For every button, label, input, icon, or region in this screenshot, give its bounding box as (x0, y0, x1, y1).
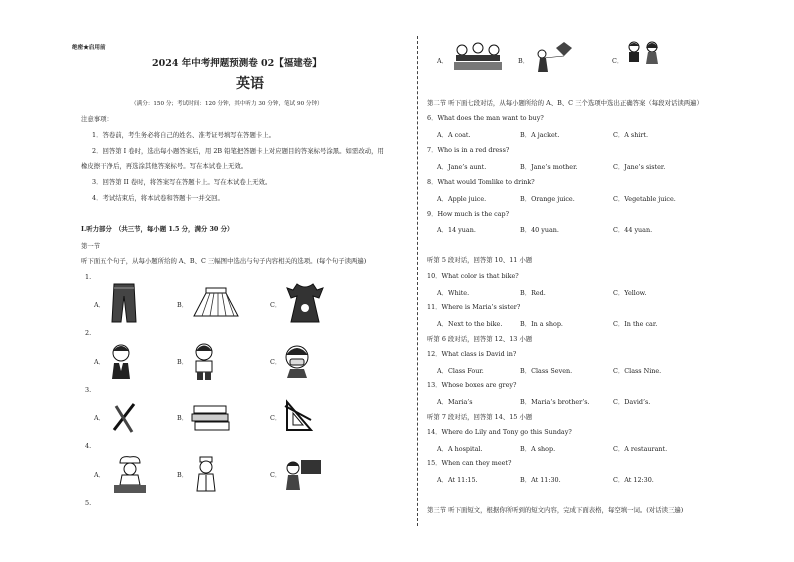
family-picnic-icon (452, 42, 504, 72)
option-b-label: B． (177, 301, 189, 309)
q11-option-b: B．In a shop. (520, 320, 563, 328)
question-number: 1. (85, 273, 92, 281)
q6-option-c: C．A shirt. (613, 131, 649, 139)
note-1: 1．答卷前，考生务必将自己的姓名、准考证号填写在答题卡上。 (92, 131, 276, 139)
section2-instruction: 第二节 听下面七段对话，从每小题所给的 A、B、C 三个选项中选出正确答案（每段对话读两遍） (427, 99, 703, 107)
q6-option-b: B．A jacket. (520, 131, 560, 139)
option-b-label: B． (177, 414, 189, 422)
section1-instruction: 听下面五个句子，从每小题所给的 A、B、C 三幅图中选出与句子内容相关的选项。(每个句子读两遍) (81, 257, 367, 265)
subject-title: 英语 (236, 76, 264, 92)
q12-option-a: A．Class Four. (437, 367, 484, 375)
option-c-label: C． (270, 471, 282, 479)
man-with-mask-icon (283, 344, 311, 378)
books-icon (190, 404, 232, 432)
q11-option-a: A．Next to the bike. (437, 320, 503, 328)
question-number: 2. (85, 329, 92, 337)
exam-info: （满分：150 分；考试时间：120 分钟，其中听力 30 分钟，笔试 90 分钟） (131, 101, 323, 107)
q9-option-a: A．14 yuan. (437, 226, 476, 234)
option-c-label: C． (270, 358, 282, 366)
option-b-label: B． (177, 358, 189, 366)
q15-option-b: B．At 11:30. (520, 476, 561, 484)
question-6: 6．What does the man want to buy? (427, 114, 544, 122)
q14-option-c: C．A restaurant. (613, 445, 668, 453)
option-b-label: B． (518, 57, 530, 65)
q10-option-a: A．White. (437, 289, 470, 297)
option-a-label: A． (94, 301, 106, 309)
boy-casual-icon (190, 342, 218, 382)
dialog-6-label: 听第 6 段对话，回答第 12、13 小题 (427, 335, 533, 343)
q8-option-b: B．Orange juice. (520, 195, 575, 203)
boy-in-suit-icon (108, 343, 134, 381)
q14-option-b: B．A shop. (520, 445, 556, 453)
q10-option-c: C．Yellow. (613, 289, 647, 297)
option-c-label: C． (270, 301, 282, 309)
option-a-label: A． (94, 414, 106, 422)
question-7: 7．Who is in a red dress? (427, 146, 510, 154)
dress-icon (285, 282, 325, 324)
question-number: 5. (85, 499, 92, 507)
q7-option-b: B．Jane’s mother. (520, 163, 578, 171)
q15-option-a: A．At 11:15. (437, 476, 478, 484)
q6-option-a: A．A coat. (437, 131, 471, 139)
option-a-label: A． (94, 471, 106, 479)
option-c-label: C． (612, 57, 624, 65)
q13-option-b: B．Maria’s brother’s. (520, 398, 590, 406)
question-number: 3. (85, 386, 92, 394)
q9-option-c: C．44 yuan. (613, 226, 653, 234)
question-number: 4. (85, 442, 92, 450)
nurse-icon (191, 455, 221, 495)
pants-icon (110, 282, 138, 324)
section1-label: 第一节 (81, 242, 101, 250)
q13-option-a: A．Maria’s (437, 398, 473, 406)
question-10: 10．What color is that bike? (427, 272, 519, 280)
ruler-triangle-icon (283, 398, 315, 434)
question-14: 14．Where do Lily and Tony go this Sunday? (427, 428, 572, 436)
q8-option-a: A．Apple juice. (437, 195, 487, 203)
option-a-label: A． (437, 57, 449, 65)
note-2-cont: 橡皮擦干净后，再选涂其他答案标号。写在本试卷上无效。 (81, 162, 248, 170)
section3-instruction: 第三节 听下面短文，根据你所听到的短文内容，完成下面表格，每空填一词。(对话读三遍) (427, 506, 684, 514)
q11-option-c: C．In the car. (613, 320, 658, 328)
exam-title: 2024 年中考押题预测卷 02【福建卷】 (152, 58, 322, 69)
q14-option-a: A．A hospital. (437, 445, 483, 453)
q10-option-b: B．Red. (520, 289, 546, 297)
part1-heading: I.听力部分 （共三节，每小题 1.5 分，满分 30 分） (81, 225, 234, 233)
skirt-icon (192, 286, 240, 320)
q15-option-c: C．At 12:30. (613, 476, 654, 484)
kite-flying-icon (532, 40, 574, 74)
q8-option-c: C．Vegetable juice. (613, 195, 676, 203)
cook-icon (112, 455, 148, 495)
secret-mark: 绝密★启用前 (72, 45, 106, 51)
option-c-label: C． (270, 414, 282, 422)
note-2: 2．回答第 I 卷时，选出每小题答案后，用 2B 铅笔把答题卡上对应题目的答案标号涂黑。如需改动，用 (92, 147, 384, 155)
q7-option-c: C．Jane’s sister. (613, 163, 666, 171)
page-divider (417, 36, 418, 526)
two-children-icon (624, 40, 664, 72)
question-9: 9．How much is the cap? (427, 210, 510, 218)
question-8: 8．What would Tomlike to drink? (427, 178, 535, 186)
option-b-label: B． (177, 471, 189, 479)
q13-option-c: C．David’s. (613, 398, 651, 406)
option-a-label: A． (94, 358, 106, 366)
q7-option-a: A．Jane’s aunt. (437, 163, 487, 171)
question-11: 11．Where is Maria’s sister? (427, 303, 521, 311)
q12-option-b: B．Class Seven. (520, 367, 573, 375)
teacher-icon (283, 456, 323, 492)
q12-option-c: C．Class Nine. (613, 367, 662, 375)
dialog-7-label: 听第 7 段对话，回答第 14、15 小题 (427, 413, 533, 421)
note-4: 4．考试结束后，将本试卷和答题卡一并交回。 (92, 194, 224, 202)
q9-option-b: B．40 yuan. (520, 226, 559, 234)
pencils-icon (110, 400, 138, 434)
note-3: 3．回答第 II 卷时，将答案写在答题卡上。写在本试卷上无效。 (92, 178, 272, 186)
question-13: 13．Whose boxes are grey? (427, 381, 517, 389)
dialog-5-label: 听第 5 段对话，回答第 10、11 小题 (427, 256, 533, 264)
notes-heading: 注意事项： (81, 115, 113, 123)
question-15: 15．When can they meet? (427, 459, 512, 467)
question-12: 12．What class is David in? (427, 350, 517, 358)
